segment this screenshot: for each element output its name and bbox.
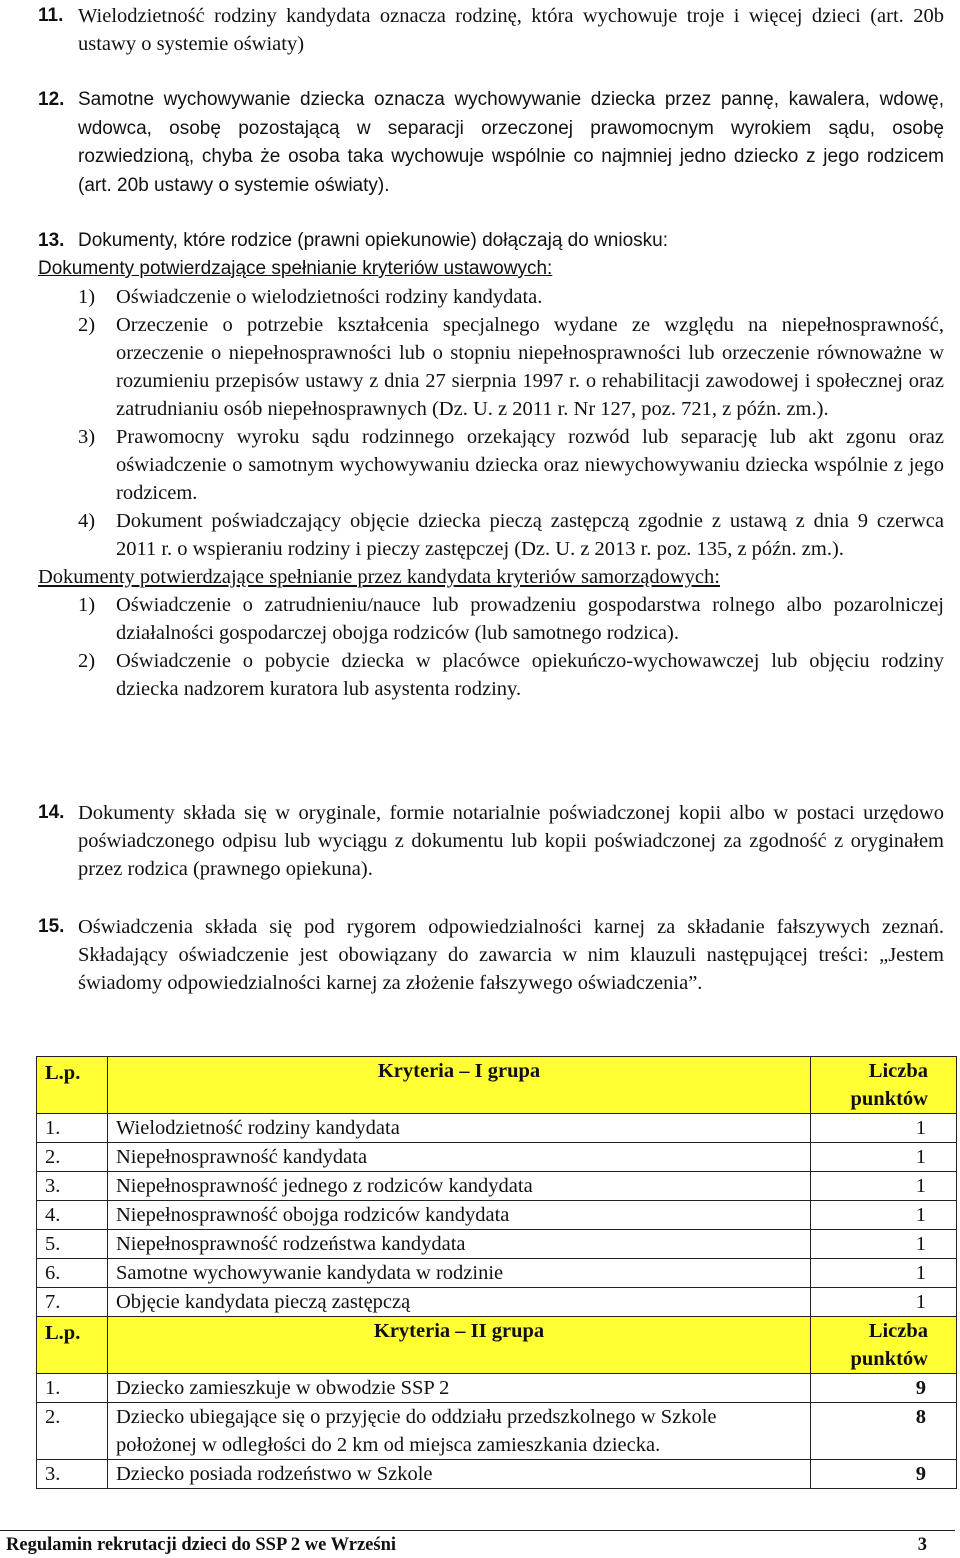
item-number: 4) [78,510,96,532]
criteria-header: Kryteria – I grupa [108,1057,811,1114]
lp-cell: 1. [37,1374,108,1403]
document-list-item [38,283,944,311]
page-footer [0,1530,955,1555]
lp-cell: 6. [37,1259,108,1288]
criteria-cell: Niepełnosprawność obojga rodziców kandydata [108,1201,811,1230]
criteria-cell: Niepełnosprawność rodzeństwa kandydata [108,1230,811,1259]
points-cell: 9 [811,1460,957,1489]
points-header: Liczba punktów [811,1057,957,1114]
points-cell: 1 [811,1143,957,1172]
table-row [37,1143,957,1172]
criteria-cell: Dziecko zamieszkuje w obwodzie SSP 2 [108,1374,811,1403]
lp-cell: 3. [37,1460,108,1489]
section-number: 13. [38,230,65,251]
table-row [37,1288,957,1317]
table-row [37,1374,957,1403]
criteria-cell: Wielodzietność rodziny kandydata [108,1114,811,1143]
document-list-item [38,591,944,647]
lp-header: L.p. [37,1317,108,1374]
item-text: Oświadczenie o zatrudnieniu/nauce lub prowadzeniu gospodarstwa rolnego albo pozarolniczej działalności gospodarczej obojga rodziców (lub samotnego rodzica). [116,594,944,644]
points-cell: 1 [811,1172,957,1201]
section-number: 12. [38,89,65,110]
section-intro: Dokumenty, które rodzice (prawni opiekunowie) dołączają do wniosku: [78,230,668,251]
item-number: 3) [78,426,96,448]
item-text: Oświadczenie o pobycie dziecka w placówce opiekuńczo-wychowawczej lub objęciu rodziny dziecka nadzorem kuratora lub asystenta rodziny. [116,650,944,700]
section-15 [38,913,944,997]
points-cell: 8 [811,1403,957,1460]
table-row [37,1201,957,1230]
criteria-cell: Samotne wychowywanie kandydata w rodzinie [108,1259,811,1288]
table-row [37,1172,957,1201]
group1-header-row [37,1057,957,1114]
section-text: Samotne wychowywanie dziecka oznacza wychowywanie dziecka przez pannę, kawalera, wdowę, wdowca, osobę pozostającą w separacji orzeczonej prawomocnym wyrokiem sądu, osobę rozwiedzioną, chyba że osoba taka wychowuje wspólnie co najmniej jedno dziecko z jego rodzicem (art. 20b ustawy o systemie oświaty). [78,89,944,196]
section-number: 11. [38,5,64,26]
points-cell: 1 [811,1288,957,1317]
section-11 [38,2,944,58]
group2-header-row [37,1317,957,1374]
criteria-table [36,1056,957,1489]
section-text: Wielodzietność rodziny kandydata oznacza rodzinę, która wychowuje troje i więcej dzieci (art. 20b ustawy o systemie oświaty) [78,5,944,55]
points-cell: 1 [811,1201,957,1230]
item-text: Dokument poświadczający objęcie dziecka pieczą zastępczą zgodnie z ustawą z dnia 9 czerwca 2011 r. o wspieraniu rodziny i pieczy zastępczej (Dz. U. z 2013 r. poz. 135, z późn. zm.). [116,510,944,560]
local-documents-list [78,591,944,703]
statutory-documents-list [78,283,944,563]
item-text: Orzeczenie o potrzebie kształcenia specjalnego wydane ze względu na niepełnosprawność, orzeczenie o niepełnosprawności lub o stopniu niepełnosprawności lub orzeczenie równoważne w rozumieniu przepisów ustawy z dnia 27 sierpnia 1997 r. o rehabilitacji zawodowej i społecznej oraz zatrudnianiu osób niepełnosprawnych (Dz. U. z 2011 r. Nr 127, poz. 721, z późn. zm.). [116,314,944,420]
points-cell: 9 [811,1374,957,1403]
section-12 [38,86,944,200]
lp-cell: 2. [37,1143,108,1172]
document-list-item [38,647,944,703]
subheading-statutory: Dokumenty potwierdzające spełnianie kryteriów ustawowych: [38,258,553,279]
section-14 [38,799,944,883]
item-number: 2) [78,314,96,336]
section-13 [38,227,944,703]
criteria-cell: Dziecko posiada rodzeństwo w Szkole [108,1460,811,1489]
section-body [38,227,944,703]
item-number: 1) [78,594,96,616]
table-row [37,1114,957,1143]
lp-cell: 1. [37,1114,108,1143]
lp-cell: 4. [37,1201,108,1230]
points-header: Liczba punktów [811,1317,957,1374]
lp-header: L.p. [37,1057,108,1114]
item-number: 2) [78,650,96,672]
criteria-cell: Niepełnosprawność kandydata [108,1143,811,1172]
item-text: Prawomocny wyroku sądu rodzinnego orzekający rozwód lub separację lub akt zgonu oraz oświadczenie o samotnym wychowywaniu dziecka oraz niewychowywaniu dziecka wspólnie z jego rodzicem. [116,426,944,504]
document-list-item [38,507,944,563]
criteria-cell: Objęcie kandydata pieczą zastępczą [108,1288,811,1317]
table-row [37,1460,957,1489]
section-text: Dokumenty składa się w oryginale, formie notarialnie poświadczonej kopii albo w postaci urzędowo poświadczonego odpisu lub wyciągu z dokumentu lub kopii poświadczonej za zgodność z oryginałem przez rodzica (prawnego opiekuna). [78,802,944,880]
table-row [37,1403,957,1460]
points-cell: 1 [811,1259,957,1288]
criteria-cell: Niepełnosprawność jednego z rodziców kandydata [108,1172,811,1201]
table-row [37,1259,957,1288]
criteria-header: Kryteria – II grupa [108,1317,811,1374]
criteria-cell: Dziecko ubiegające się o przyjęcie do oddziału przedszkolnego w Szkole położonej w odległości do 2 km od miejsca zamieszkania dziecka. [108,1403,811,1460]
lp-cell: 5. [37,1230,108,1259]
document-list-item [38,311,944,423]
lp-cell: 2. [37,1403,108,1460]
section-text: Oświadczenia składa się pod rygorem odpowiedzialności karnej za składanie fałszywych zeznań. Składający oświadczenie jest obowiązany do zawarcia w nim klauzuli następującej treści: „Jestem świadomy odpowiedzialności karnej za złożenie fałszywego oświadczenia”. [78,916,944,994]
document-list-item [38,423,944,507]
item-number: 1) [78,286,96,308]
footer-title: Regulamin rekrutacji dzieci do SSP 2 we Wrześni [6,1535,397,1555]
points-cell: 1 [811,1114,957,1143]
section-number: 15. [38,916,65,937]
item-text: Oświadczenie o wielodzietności rodziny kandydata. [116,286,543,308]
section-number: 14. [38,802,65,823]
page-number: 3 [917,1535,927,1555]
lp-cell: 3. [37,1172,108,1201]
table-row [37,1230,957,1259]
lp-cell: 7. [37,1288,108,1317]
points-cell: 1 [811,1230,957,1259]
subheading-local: Dokumenty potwierdzające spełnianie przez kandydata kryteriów samorządowych: [38,566,720,588]
